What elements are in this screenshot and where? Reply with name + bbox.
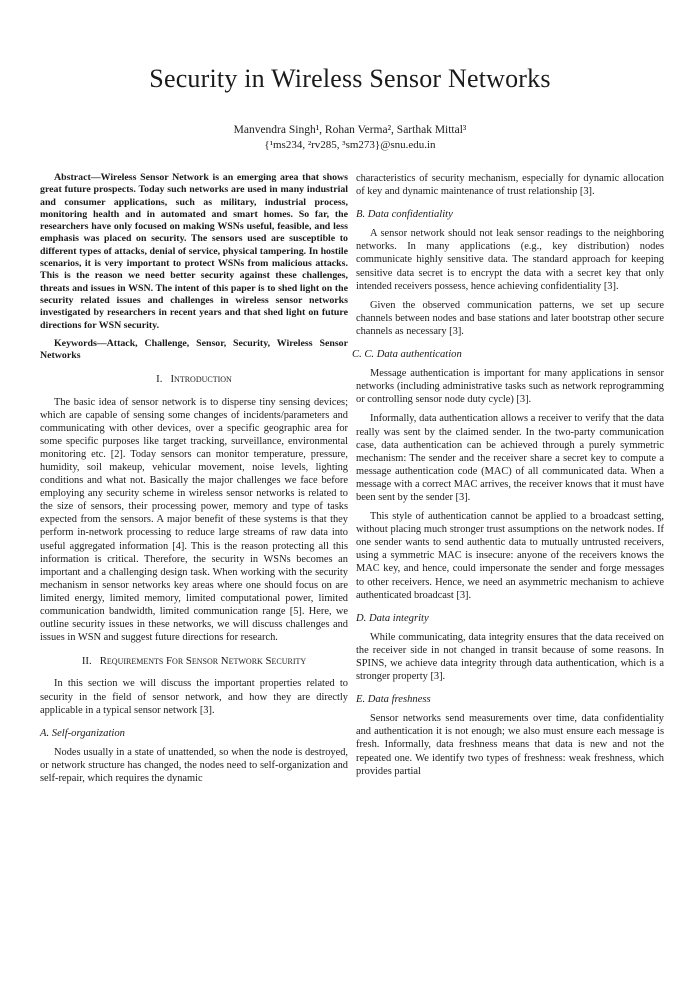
section-2-paragraph: In this section we will discuss the important properties related to security in the field of sensor network, and how they are directly applicable in a typical sensor network [3].: [40, 678, 348, 716]
subsection-d-paragraph: While communicating, data integrity ensures that the data received on the receiver side in not changed in transit because of some reasons. In SPINS, we achieve data integrity through data authentication, which is a stronger property [3].: [356, 631, 664, 683]
section-2-label: II.: [81, 655, 92, 668]
subsection-e-paragraph: Sensor networks send measurements over time, data confidentiality and authentication it is not enough; we also must ensure each message is fresh. Informally, data freshness means that data is new and not the repeated one. We identify two types of freshness: weak freshness, which provides partial: [356, 713, 664, 777]
paper-emails: {¹ms234, ²rv285, ³sm273}@snu.edu.in: [264, 139, 436, 151]
subsection-c-heading: C. C. Data authentication: [352, 349, 462, 361]
subsection-e-heading: E. Data freshness: [356, 694, 431, 706]
subsection-b-paragraph-1: A sensor network should not leak sensor readings to the neighboring networks. In many applications (e.g., key distribution) nodes communicate highly sensitive data. The standard approach for keeping sensitive data secret is to encrypt the data with a secret key that only intended receivers possess, hence achieving confidentiality [3].: [356, 228, 664, 292]
paper-authors: Manvendra Singh¹, Rohan Verma², Sarthak Mittal³: [233, 124, 467, 136]
subsection-c-paragraph-2: Informally, data authentication allows a receiver to verify that the data really was sent by the claimed sender. In the two-party communication case, data authentication can be achieved through a purely symmetric mechanism: The sender and the receiver share a secret key to compute a message authentication code (MAC) of all communicated data. When a message with a correct MAC arrives, the receiver knows that it must have been sent by the sender [3].: [356, 413, 664, 503]
subsection-b-heading: B. Data confidentiality: [356, 209, 453, 221]
section-1-heading: [40, 373, 348, 386]
paper-title: Security in Wireless Sensor Networks: [149, 64, 551, 93]
left-column: [40, 172, 348, 791]
section-1-label: I.: [156, 373, 163, 386]
keywords: Keywords—Attack, Challenge, Sensor, Security, Wireless Sensor Networks: [40, 337, 348, 362]
section-2-heading: [40, 655, 348, 668]
two-column-body: [0, 172, 700, 791]
subsection-b-paragraph-2: Given the observed communication patterns, we set up secure channels between nodes and base stations and later bootstrap other secure channels as necessary [3].: [356, 299, 664, 337]
abstract: Abstract—Wireless Sensor Network is an emerging area that shows great future prospects. Today such networks are used in many industrial and consumer applications, such as military, industrial process, monitoring health and in automated and smart homes. So far, the researchers have only focused on making WSNs useful, feasible, and less emphasis was placed on security. The sensors used are susceptible to different types of attacks, denial of service, physical tampering. In hostile scenarios, it is very important to protect WSNs from malicious attacks. This is the reason we need better security against these challenges, threats and issues in WSN. The intent of this paper is to shed light on the security related issues and challenges in wireless sensor networks investigated by researchers in recent years and that shed light on future directions for WSN security.: [40, 172, 348, 331]
intro-paragraph: The basic idea of sensor network is to disperse tiny sensing devices; which are capable of sensing some changes of incidents/parameters and communicating with other devices, over a specific geographic area for some specific purposes like target tracking, surveillance, environmental monitoring etc. [2]. Today sensors can monitor temperature, pressure, humidity, soil makeup, vehicular movement, noise levels, lighting conditions and what not. Basically the major challenges we face before employing any security scheme in wireless sensor networks is related to the size of sensors, their processing power, memory and type of tasks expected from the sensors. A major benefit of these systems is that they perform in-network processing to reduce large streams of raw data into useful aggregated information [4]. This is the reason protecting all this information is critical. Therefore, the security in WSNs becomes an important and a challenging design task. When working with the security mechanism in sensor networks key areas where one should focus on are limited energy, limited memory, limited computational power, limited communication bandwidth, limited communication range [5]. Here, we outline security issues in these networks, we will discuss challenges and issues in WSN and suggest future directions for research.: [40, 396, 348, 644]
subsection-a-paragraph: Nodes usually in a state of unattended, so when the node is destroyed, or network structure has changed, the nodes need to self-organization and self-repair, which requires the dynamic: [40, 746, 348, 784]
right-column: [352, 172, 664, 791]
subsection-d-heading: D. Data integrity: [356, 612, 429, 624]
subsection-c-paragraph-1: Message authentication is important for many applications in sensor networks (including administrative tasks such as network reprogramming or controlling sensor node duty cycle) [3].: [356, 368, 664, 406]
section-2-title: Requirements For Sensor Network Security: [99, 655, 307, 668]
subsection-c-paragraph-3: This style of authentication cannot be applied to a broadcast setting, without placing much stronger trust assumptions on the network nodes. If one sender wants to send authentic data to mutually untrusted receivers, using a symmetric MAC is insecure: anyone of the receivers knows the MAC key, and hence, could impersonate the sender and forge messages to other receivers. Hence, we need an asymmetric mechanism to achieve authenticated broadcast [3].: [356, 511, 664, 601]
subsection-a-heading: A. Self-organization: [40, 727, 125, 739]
section-1-title: Introduction: [170, 373, 232, 386]
continuation-paragraph: characteristics of security mechanism, especially for dynamic allocation of key and dynamic maintenance of trust relationship [3].: [356, 173, 664, 198]
